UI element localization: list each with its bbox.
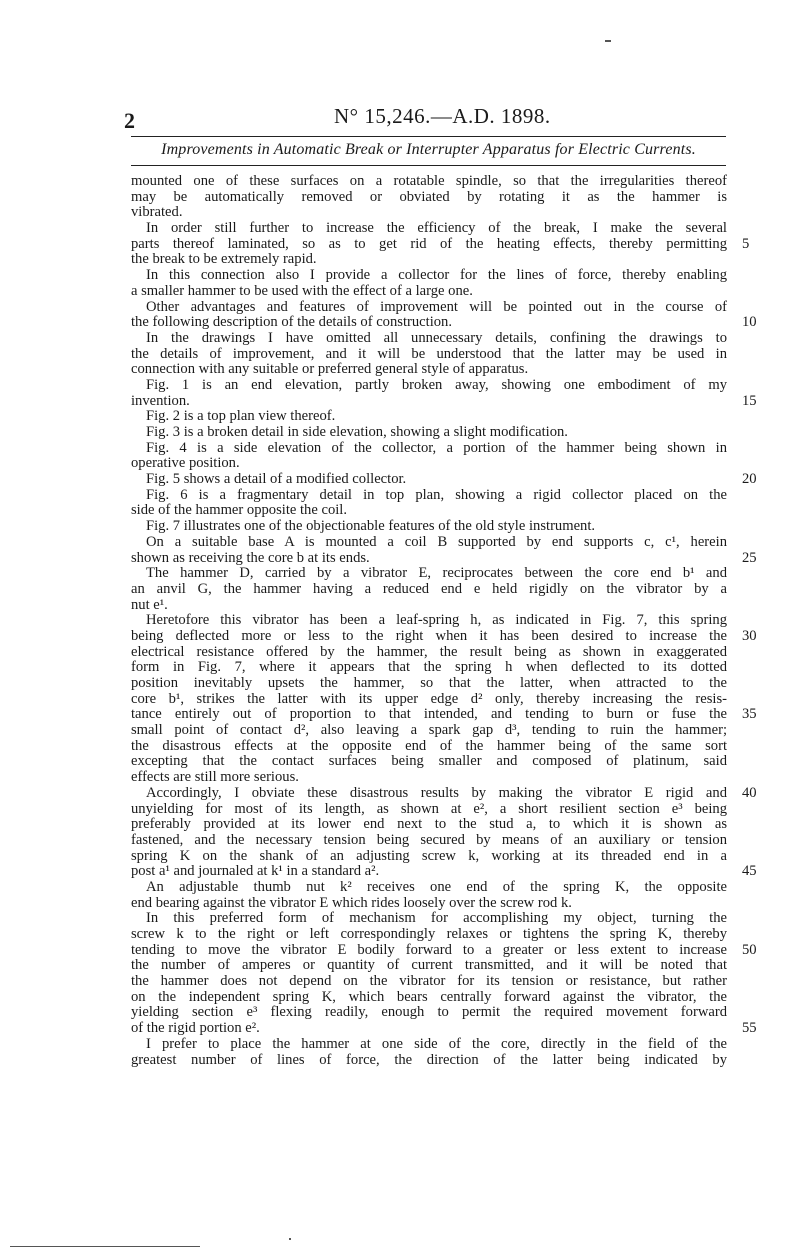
- text-line: [131, 503, 727, 519]
- text-line: [131, 535, 727, 551]
- text-line-content: position inevitably upsets the hammer, so that the latter, when attracted to the: [131, 675, 727, 691]
- text-line-content: The hammer D, carried by a vibrator E, reciprocates between the core end b¹ and: [146, 565, 727, 582]
- text-line: [131, 833, 727, 849]
- text-line: [131, 268, 727, 284]
- text-line-content: the disastrous effects at the opposite end of the hammer being of the same sort: [131, 737, 727, 754]
- text-line: [131, 802, 727, 818]
- line-number: 15: [742, 392, 757, 409]
- text-line-content: an anvil G, the hammer having a reduced end e held rigidly on the vibrator by a: [131, 580, 727, 597]
- text-line-content: Fig. 5 shows a detail of a modified collector.: [146, 471, 407, 488]
- text-line-content: being deflected more or less to the right when it has been desired to increase the: [131, 627, 727, 644]
- text-line-content: Other advantages and features of improvement will be pointed out in the course of: [146, 298, 727, 315]
- text-line: [131, 284, 727, 300]
- line-number: 50: [742, 941, 757, 958]
- text-line-content: greatest number of lines of force, the direction of the latter being indicated by: [131, 1051, 727, 1068]
- text-line: [131, 441, 727, 457]
- text-line: [131, 896, 727, 912]
- text-line-content: invention.: [131, 392, 190, 409]
- text-line: [131, 425, 727, 441]
- text-line-content: An adjustable thumb nut k² receives one end of the spring K, the opposite: [146, 878, 727, 895]
- text-line-content: operative position.: [131, 455, 240, 472]
- header-rule-bottom: [131, 165, 726, 166]
- page-number: 2: [124, 108, 135, 133]
- text-line: [131, 627, 757, 645]
- text-line: [131, 409, 727, 425]
- text-line-content: Fig. 3 is a broken detail in side elevation, showing a slight modification.: [146, 424, 568, 440]
- text-line: [131, 300, 727, 316]
- text-line: [131, 566, 727, 582]
- text-line-content: a smaller hammer to be used with the effect of a large one.: [131, 282, 473, 299]
- text-line-content: may be automatically removed or obviated by rotating it as the hammer is: [131, 188, 727, 205]
- text-line-content: Fig. 4 is a side elevation of the collector, a portion of the hammer being shown in: [146, 439, 727, 456]
- text-line: [131, 784, 757, 802]
- text-line-content: on the independent spring K, which bears centrally forward against the vibrator, the: [131, 988, 727, 1005]
- text-line: [131, 941, 757, 959]
- text-line-content: the details of improvement, and it will be understood that the latter may be used in: [131, 345, 727, 362]
- text-line-content: the number of amperes or quantity of current transmitted, and it will be noted that: [131, 957, 727, 974]
- text-line: [131, 392, 757, 410]
- text-line: [131, 990, 727, 1006]
- text-line-content: shown as receiving the core b at its ends.: [131, 549, 370, 566]
- patent-number: N° 15,246.—A.D. 1898.: [334, 104, 551, 128]
- text-line-content: nut e¹.: [131, 596, 168, 613]
- text-line-content: In this preferred form of mechanism for accomplishing my object, turning the: [146, 910, 727, 927]
- text-line-content: On a suitable base A is mounted a coil B supported by end supports c, c¹, herein: [146, 533, 727, 550]
- text-line: [131, 1020, 757, 1037]
- text-line-content: Fig. 1 is an end elevation, partly broken away, showing one embodiment of my: [146, 376, 727, 393]
- body-text: [131, 173, 757, 1068]
- text-line: [131, 911, 727, 927]
- text-line-content: In order still further to increase the efficiency of the break, I make the several: [146, 220, 727, 237]
- text-line-content: electrical resistance offered by the hammer, the result being as shown in exaggerated: [131, 643, 727, 660]
- text-line: [131, 331, 727, 347]
- text-line: [131, 880, 727, 896]
- text-line: [131, 314, 757, 331]
- scan-artifact: [289, 1238, 291, 1240]
- header-rule-top: [131, 136, 726, 137]
- text-line: [131, 613, 727, 629]
- text-line-content: fastened, and the necessary tension being secured by means of an auxiliary or tension: [131, 831, 727, 848]
- text-line-content: Heretofore this vibrator has been a leaf-spring h, as indicated in Fig. 7, this spring: [146, 612, 727, 629]
- text-line: [131, 770, 727, 786]
- text-line: [131, 456, 727, 472]
- text-line: [131, 692, 727, 708]
- text-line: [131, 676, 727, 692]
- text-line-content: mounted one of these surfaces on a rotatable spindle, so that the irregularities thereof: [131, 173, 727, 189]
- text-line-content: In the drawings I have omitted all unnecessary details, confining the drawings to: [146, 329, 727, 346]
- text-line-content: core b¹, strikes the latter with its upper edge d² only, thereby increasing the resis-: [131, 690, 727, 707]
- text-line: [131, 849, 727, 865]
- text-line-content: connection with any suitable or preferred general style of apparatus.: [131, 361, 529, 378]
- line-number: 35: [742, 706, 757, 723]
- text-line-content: the following description of the details of construction.: [131, 314, 452, 331]
- text-line-content: Accordingly, I obviate these disastrous results by making the vibrator E rigid and: [146, 784, 727, 801]
- text-line: [131, 706, 757, 723]
- line-number: 55: [742, 1020, 757, 1037]
- line-number: 5: [742, 235, 750, 252]
- text-line: [131, 252, 727, 268]
- text-line-content: small point of contact d², also leaving a spark gap d³, tending to ruin the hammer;: [131, 722, 727, 739]
- text-line: [131, 235, 750, 253]
- text-line-content: parts thereof laminated, so as to get rid of the heating effects, thereby permitting: [131, 235, 727, 252]
- text-line-content: end bearing against the vibrator E which rides loosely over the screw rod k.: [131, 894, 572, 911]
- text-line-content: Fig. 6 is a fragmentary detail in top plan, showing a rigid collector placed on the: [146, 486, 727, 503]
- text-line: [131, 754, 727, 770]
- text-line-content: tending to move the vibrator E bodily forward to a greater or less extent to increase: [131, 941, 727, 958]
- text-line-content: vibrated.: [131, 204, 183, 221]
- page-header: [124, 104, 728, 134]
- line-number: 25: [742, 549, 757, 566]
- text-line-content: the hammer does not depend on the vibrator for its tension or resistance, but rather: [131, 973, 727, 990]
- text-line: [131, 362, 727, 378]
- text-line: [131, 958, 727, 974]
- text-line-content: Fig. 2 is a top plan view thereof.: [146, 408, 336, 425]
- text-line: [131, 660, 727, 676]
- text-line: [131, 1053, 727, 1069]
- text-line: [131, 190, 727, 206]
- text-line-content: form in Fig. 7, where it appears that the spring h when deflected to its dotted: [131, 659, 727, 676]
- text-line-content: I prefer to place the hammer at one side of the core, directly in the field of the: [146, 1035, 727, 1052]
- line-number: 10: [742, 314, 757, 331]
- text-line-content: side of the hammer opposite the coil.: [131, 502, 348, 519]
- scan-artifact: [10, 1246, 200, 1247]
- text-line: [131, 582, 727, 598]
- text-line: [131, 488, 727, 504]
- line-number: 30: [742, 627, 757, 644]
- text-line: [131, 174, 727, 190]
- document-title: Improvements in Automatic Break or Interrupter Apparatus for Electric Currents.: [161, 141, 696, 158]
- text-line: [131, 1005, 727, 1021]
- text-line: [131, 1037, 727, 1053]
- text-line: [131, 927, 727, 943]
- text-line-content: excepting that the contact surfaces being smaller and composed of platinum, said: [131, 753, 727, 770]
- text-line: [131, 471, 757, 488]
- text-line-content: screw k to the right or left correspondingly relaxes or tightens the spring K, thereby: [131, 926, 727, 942]
- text-line-content: of the rigid portion e².: [131, 1020, 260, 1037]
- text-line: [131, 723, 727, 739]
- text-line-content: tance entirely out of proportion to that intended, and tending to burn or fuse the: [131, 706, 727, 723]
- text-line-content: effects are still more serious.: [131, 769, 299, 786]
- text-line: [131, 863, 757, 880]
- text-line: [131, 974, 727, 990]
- line-number: 45: [742, 863, 757, 880]
- text-line-content: post a¹ and journaled at k¹ in a standard a².: [131, 863, 380, 880]
- text-line: [131, 549, 757, 567]
- text-line: [131, 205, 727, 221]
- text-line-content: yielding section e³ flexing readily, enough to permit the required movement forward: [131, 1004, 727, 1021]
- line-number: 20: [742, 471, 757, 488]
- text-line: [131, 519, 727, 535]
- text-line: [131, 645, 727, 661]
- text-line-content: Fig. 7 illustrates one of the objectionable features of the old style instrument.: [146, 518, 596, 535]
- text-line-content: spring K on the shank of an adjusting screw k, working at its threaded end in a: [131, 847, 727, 864]
- text-line: [131, 221, 727, 237]
- text-line-content: the break to be extremely rapid.: [131, 251, 317, 268]
- text-line: [131, 817, 727, 833]
- text-line: [131, 598, 727, 614]
- text-line: [131, 347, 727, 363]
- text-line: [131, 739, 727, 755]
- line-number: 40: [742, 784, 757, 801]
- text-line-content: In this connection also I provide a collector for the lines of force, thereby enabling: [146, 267, 727, 284]
- text-line: [131, 378, 727, 394]
- text-line-content: unyielding for most of its length, as shown at e², a short resilient section e³ being: [131, 800, 727, 817]
- scan-artifact: [605, 40, 611, 42]
- text-line-content: preferably provided at its lower end next to the stud a, to which it is shown as: [131, 816, 727, 833]
